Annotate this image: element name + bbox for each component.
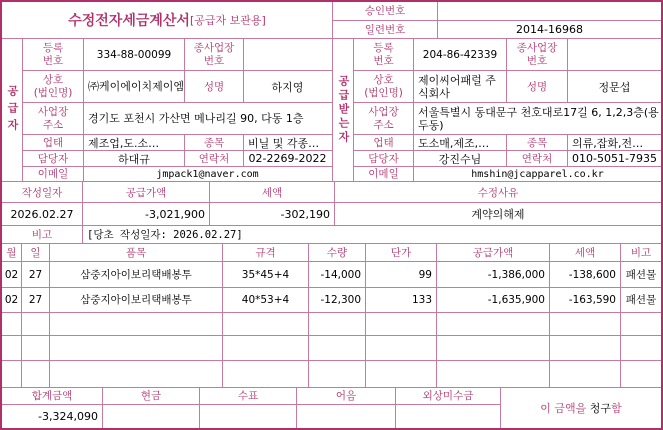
supplier-email-label: 이메일: [37, 168, 69, 180]
grid-hline: [2, 38, 661, 39]
grid-vline: [506, 70, 507, 102]
grid-hline: [22, 102, 332, 103]
grid-vline: [199, 387, 200, 428]
serial-label: 일련번호: [364, 23, 406, 36]
receiver-bizitem-label: 종목: [526, 136, 548, 149]
grid-vline: [296, 387, 297, 428]
receiver-ceo: 정문섭: [598, 80, 631, 94]
item-tax: -163,590: [568, 293, 616, 306]
items-header-item: 품목: [125, 246, 147, 259]
grid-vline: [243, 70, 244, 102]
receiver-email: hmshin@jcapparel.co.kr: [471, 168, 604, 180]
grid-hline: [22, 166, 332, 167]
grid-vline: [21, 243, 22, 387]
item-item: 삼중지아이보리택배봉투: [80, 294, 192, 306]
items-header-day: 일: [30, 246, 41, 259]
label-text: 사업장 주소: [368, 105, 399, 131]
summary-reason: 계약의해제: [471, 208, 525, 221]
supplier-biz-item: 비닐 및 각종…: [248, 136, 320, 150]
grid-vline: [243, 38, 244, 70]
footer-total-header: 합계금액: [31, 390, 73, 402]
grid-hline: [22, 70, 332, 71]
receiver-biz-item: 의류,잡화,전…: [572, 136, 644, 150]
grid-vline: [83, 38, 84, 181]
grid-hline: [2, 312, 661, 313]
items-header-qty: 수량: [326, 246, 348, 259]
label-text: 상호 (법인명): [364, 73, 403, 99]
grid-hline: [2, 225, 661, 226]
receiver-contact: 010-5051-7935: [572, 152, 657, 165]
items-header-spec: 규격: [255, 246, 276, 259]
items-header-tax: 세액: [574, 246, 596, 259]
item-spec: 35*45+4: [241, 268, 290, 281]
item-remark: 패션물: [625, 269, 657, 281]
receiver-email-label: 이메일: [368, 168, 399, 180]
invoice-title: [2, 2, 332, 38]
grid-vline: [22, 38, 23, 181]
item-item: 삼중지아이보리택배봉투: [80, 269, 192, 281]
supplier-manager-label: 담당자: [37, 152, 69, 165]
grid-hline: [2, 202, 661, 203]
grid-vline: [506, 38, 507, 70]
grid-vline: [437, 2, 438, 38]
grid-vline: [308, 243, 309, 387]
footer-bill-header: 어음: [335, 390, 357, 402]
footer-check: [200, 405, 296, 428]
approval-value: [438, 2, 661, 20]
supplier-contact-label: 연락처: [198, 152, 230, 165]
grid-vline: [49, 243, 50, 387]
grid-vline: [102, 387, 103, 428]
grid-vline: [436, 243, 437, 387]
label-text: 상호 (법인명): [33, 73, 73, 99]
footer-credit-header: 외상미수금: [422, 390, 474, 402]
grid-hline: [332, 20, 661, 21]
title-text: 수정전자세금계산서: [68, 13, 190, 29]
footer-total: -3,324,090: [38, 410, 98, 423]
note-value: [당초 작성일자: 2026.02.27]: [87, 229, 243, 241]
serial-value: 2014-16968: [516, 23, 583, 36]
supplier-bizitem-label: 종목: [203, 136, 225, 149]
grid-vline: [184, 38, 185, 70]
grid-hline: [2, 261, 661, 262]
grid-hline: [2, 287, 661, 288]
receiver-side-label: 공급받는자: [337, 75, 350, 145]
grid-hline: [2, 387, 661, 388]
supplier-reg-no: 334-88-00099: [96, 48, 172, 61]
receiver-ceo-label: 성명: [526, 80, 548, 93]
supplier-biz-type: 제조업,도.소…: [88, 136, 160, 150]
supplier-branch-no: [244, 39, 331, 70]
summary-tax: -302,190: [280, 207, 330, 221]
label-text: 등록 번호: [373, 41, 394, 67]
receiver-address: 서울특별시 동대문구 천호대로17길 6, 1,2,3층(용두동): [418, 105, 659, 132]
footer-bill: [297, 405, 395, 428]
receiver-branch-label: [507, 39, 567, 70]
grid-vline: [209, 181, 210, 225]
supplier-company-label: [23, 71, 83, 102]
item-spec: 40*53+4: [241, 293, 290, 306]
claim-word: 청구: [589, 402, 612, 415]
supplier-email: jmpack1@naver.com: [156, 168, 259, 180]
receiver-biz-type: 도소매,제조,…: [418, 136, 490, 150]
grid-vline: [620, 243, 621, 387]
item-unit-price: 133: [411, 293, 432, 306]
grid-vline: [413, 38, 414, 181]
grid-hline: [353, 134, 661, 135]
item-qty: -14,000: [320, 268, 361, 281]
summary-supply-header: 공급가액: [125, 186, 167, 199]
receiver-contact-label: 연락처: [521, 152, 553, 165]
grid-vline: [500, 387, 501, 428]
summary-supply-amount: -3,021,900: [145, 207, 205, 221]
title-subtitle: [공급자 보관용]: [189, 14, 266, 27]
grid-hline: [2, 181, 661, 182]
receiver-company-label: [354, 71, 413, 102]
receiver-reg-label: [354, 39, 413, 70]
supplier-branch-label: [185, 39, 243, 70]
note-label: 비고: [31, 228, 53, 241]
item-supply-amount: -1,635,900: [487, 293, 545, 306]
grid-vline: [332, 2, 333, 182]
receiver-company: 제이씨어패럴 주식회사: [418, 73, 496, 100]
grid-vline: [222, 243, 223, 387]
supplier-ceo-label: 성명: [203, 80, 225, 93]
items-header-month: 월: [6, 246, 17, 259]
grid-vline: [567, 70, 568, 102]
item-month: 02: [4, 293, 19, 306]
supplier-contact: 02-2269-2022: [248, 152, 327, 165]
grid-hline: [353, 102, 661, 103]
label-text: 등록 번호: [42, 41, 64, 67]
summary-date-header: 작성일자: [21, 186, 63, 199]
label-text: 종사업장 번호: [516, 41, 558, 67]
item-supply-amount: -1,386,000: [487, 268, 545, 281]
grid-hline: [353, 70, 661, 71]
receiver-biztype-label: 업태: [373, 136, 394, 149]
grid-hline: [22, 134, 332, 135]
item-day: 27: [28, 293, 43, 306]
item-tax: -138,600: [568, 268, 616, 281]
items-header-supply-amount: 공급가액: [472, 246, 514, 259]
supplier-ceo: 하지영: [271, 80, 304, 94]
grid-vline: [82, 181, 83, 243]
item-qty: -12,300: [320, 293, 361, 306]
receiver-address-label: [354, 103, 413, 134]
receiver-manager: 강진수님: [438, 152, 482, 166]
supplier-reg-label: [23, 39, 83, 70]
summary-reason-header: 수정사유: [477, 186, 519, 199]
grid-vline: [395, 387, 396, 428]
summary-date: 2026.02.27: [10, 207, 74, 221]
items-header-unit-price: 단가: [390, 246, 412, 259]
approval-label: 승인번호: [364, 5, 406, 17]
claim-suffix: 함: [611, 402, 622, 415]
footer-check-header: 수표: [237, 390, 259, 402]
supplier-company: ㈜케이에이치제이엠: [88, 80, 184, 93]
footer-cash: [103, 405, 199, 428]
grid-hline: [2, 243, 661, 244]
receiver-branch-no: [568, 39, 661, 70]
grid-vline: [184, 70, 185, 102]
label-text: 사업장 주소: [37, 105, 69, 131]
receiver-manager-label: 담당자: [368, 152, 399, 165]
summary-tax-header: 세액: [261, 186, 283, 199]
claim-statement: [501, 388, 661, 428]
grid-hline: [2, 335, 661, 336]
grid-vline: [549, 243, 550, 387]
grid-vline: [334, 181, 335, 225]
footer-credit: [396, 405, 500, 428]
supplier-address: 경기도 포천시 가산면 메나리길 90, 다동 1층: [88, 112, 304, 125]
item-month: 02: [4, 268, 19, 281]
item-unit-price: 99: [418, 268, 432, 281]
item-day: 27: [28, 268, 43, 281]
grid-hline: [2, 360, 661, 361]
supplier-biztype-label: 업태: [42, 136, 64, 149]
items-header-remark: 비고: [630, 246, 652, 259]
grid-hline: [2, 404, 500, 405]
receiver-reg-no: 204-86-42339: [422, 48, 498, 61]
grid-hline: [22, 150, 332, 151]
grid-hline: [353, 166, 661, 167]
supplier-address-label: [23, 103, 83, 134]
footer-cash-header: 현금: [140, 390, 162, 402]
supplier-manager: 하대규: [118, 152, 150, 166]
grid-vline: [567, 38, 568, 70]
item-remark: 패션물: [625, 294, 657, 306]
grid-hline: [353, 150, 661, 151]
label-text: 종사업장 번호: [193, 41, 235, 67]
grid-vline: [353, 38, 354, 181]
grid-vline: [365, 243, 366, 387]
claim-prefix: 이 금액을: [540, 402, 587, 415]
supplier-side-label: 공급자: [6, 84, 19, 136]
